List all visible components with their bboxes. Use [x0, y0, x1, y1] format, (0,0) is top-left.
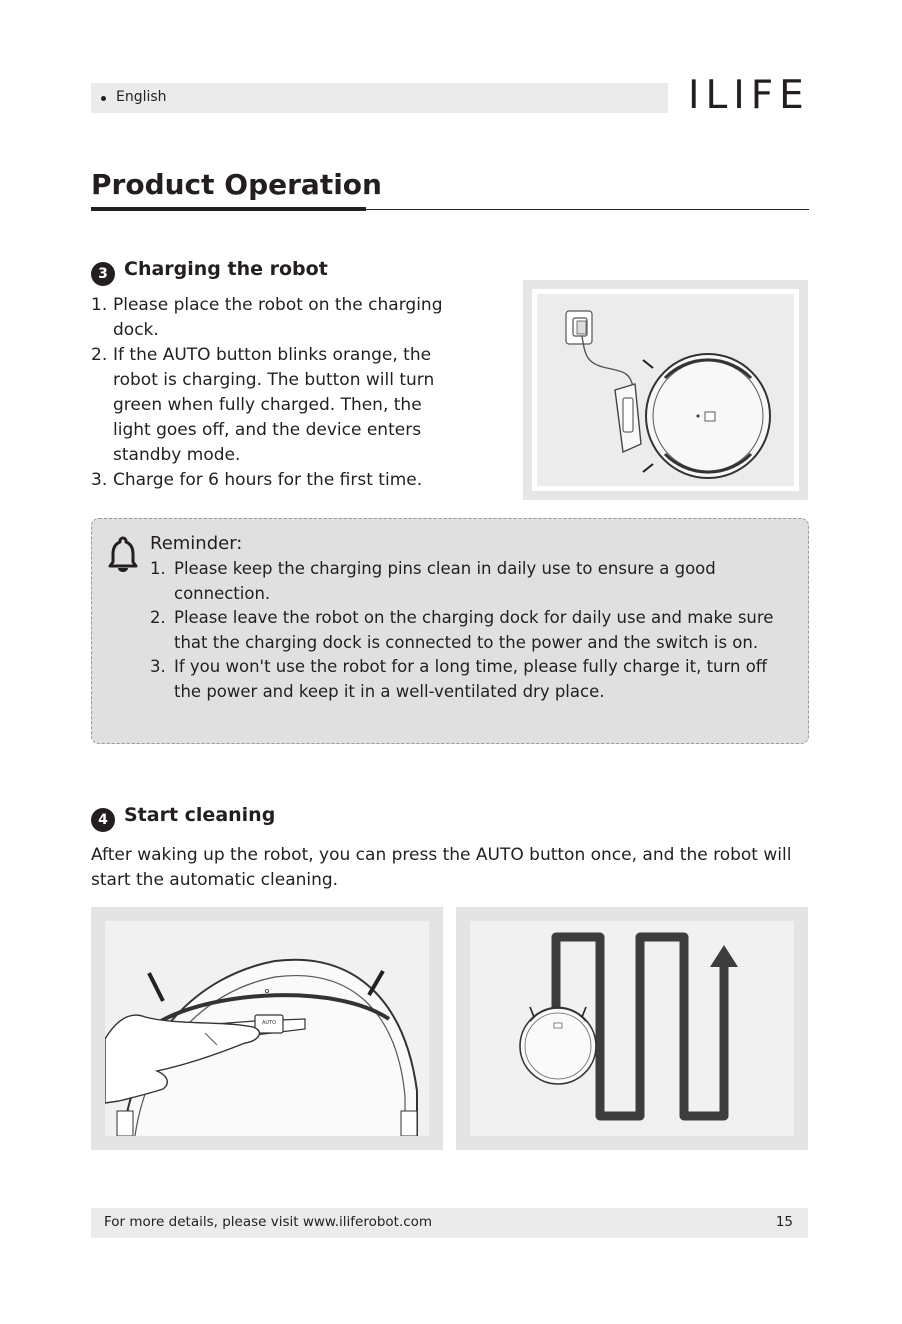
title-divider: [366, 209, 809, 210]
reminder-title: Reminder:: [150, 533, 243, 554]
brand-logo: ILIFE: [688, 73, 810, 118]
list-item: 2. Please leave the robot on the charging dock for daily use and make sure that the charging dock is connected to the power and the switch is on.: [150, 608, 774, 652]
language-label: English: [116, 89, 167, 105]
footer-website-text: For more details, please visit www.iliferobot.com: [104, 1214, 433, 1230]
reminder-box: [91, 518, 809, 744]
press-auto-illustration: [91, 907, 443, 1150]
title-underline: [91, 207, 366, 211]
charging-steps: [91, 293, 463, 493]
auto-button-label: AUTO: [261, 1020, 277, 1026]
section-number-badge: 4: [91, 808, 115, 832]
list-item: 3. Charge for 6 hours for the first time.: [91, 470, 423, 490]
charging-illustration: [523, 280, 808, 500]
arrow-up-icon: [710, 945, 738, 967]
section-heading-cleaning: [91, 806, 275, 832]
section-heading-text: Charging the robot: [124, 258, 328, 280]
section-number-badge: 3: [91, 262, 115, 286]
zigzag-path-drawing: [470, 921, 794, 1136]
cleaning-description: After waking up the robot, you can press the AUTO button once, and the robot will start the automatic cleaning.: [91, 845, 792, 890]
list-item: 2. If the AUTO button blinks orange, the robot is charging. The button will turn green when fully charged. Then, the light goes off, and the device enters standby mode.: [91, 345, 435, 465]
bell-icon: [107, 535, 139, 573]
reminder-list: [150, 557, 790, 704]
page-number: 15: [775, 1214, 793, 1230]
cleaning-path-illustration: [456, 907, 808, 1150]
list-item: 1. Please keep the charging pins clean in daily use to ensure a good connection.: [150, 559, 716, 603]
page-title: Product Operation: [91, 168, 382, 201]
robot-on-dock-drawing: [537, 294, 794, 486]
bullet-icon: [101, 96, 106, 101]
section-heading-text: Start cleaning: [124, 804, 276, 826]
list-item: 1. Please place the robot on the charging dock.: [91, 295, 443, 340]
hand-pressing-button-drawing: [105, 921, 429, 1136]
language-bar: [91, 83, 668, 113]
list-item: 3. If you won't use the robot for a long time, please fully charge it, turn off the power and keep it in a well-ventilated dry place.: [150, 657, 768, 701]
section-heading-charging: [91, 260, 328, 286]
page-footer: [91, 1208, 808, 1238]
